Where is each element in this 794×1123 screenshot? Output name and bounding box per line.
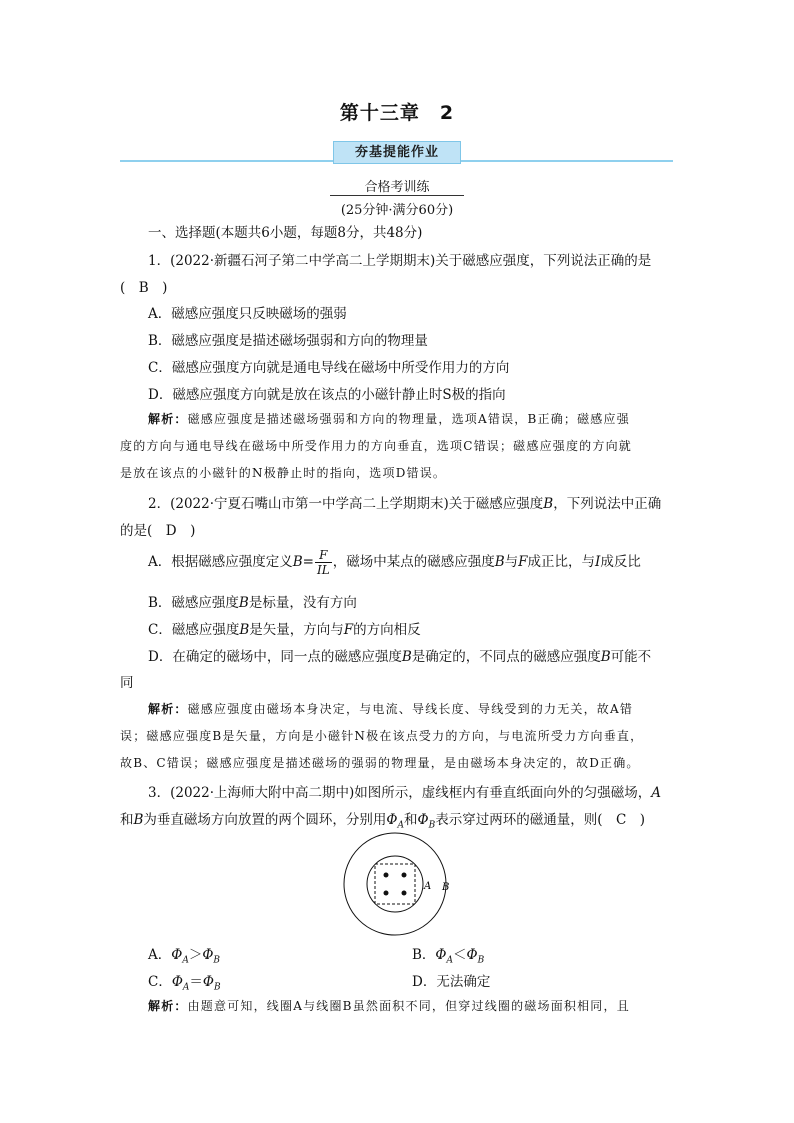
q2-option-b-text: B．磁感应强度 [148,595,239,611]
subscript-b: B [213,955,221,966]
phi-symbol: Φ [417,812,429,828]
formula-fraction [315,548,332,577]
relation: ＜ [453,947,467,963]
explanation-label: 解析： [148,702,188,716]
q2-explanation-line-3: 故B、C错误；磁感应强度是描述磁场的强弱的物理量，是由磁场本身决定的，故D正确。 [120,756,640,770]
q1-answer: ( B ) [120,280,168,296]
phi-symbol: Φ [435,947,447,963]
q3-stem-line-2 [120,808,645,831]
subscript-b: B [428,820,436,831]
field-region-box [375,864,415,904]
q1-explanation-line-2: 度的方向与通电导线在磁场中所受作用力的方向垂直，选项C错误；磁感应强度的方向就 [120,439,632,453]
q3-stem [148,781,661,801]
var-b: B [239,622,250,638]
var-b: B [494,554,505,570]
phi-symbol: Φ [171,974,183,990]
q2-stem-line-2: 的是( D ) [120,523,196,539]
q2-stem-part: 2．(2022·宁夏石嘴山市第一中学高二上学期期末)关于磁感应强度 [148,496,544,512]
formula-lhs: B= [292,554,314,570]
q1-explanation-line-3: 是放在该点的小磁针的N极静止时的指向，选项D错误。 [120,466,447,480]
q1-option-c: C．磁感应强度方向就是通电导线在磁场中所受作用力的方向 [148,360,510,376]
phi-symbol: Φ [386,812,398,828]
q2-stem-part: ，下列说法中正确 [553,496,662,512]
label-b: B [442,882,450,893]
field-dot [402,873,407,878]
explanation-label: 解析： [148,999,188,1013]
explanation-text: 磁感应强度是描述磁场强弱和方向的物理量，选项A错误，B正确；磁感应强 [187,412,630,426]
q2-option-d [148,645,651,665]
fraction-denominator: IL [316,563,330,577]
magnetic-field-diagram [340,832,460,938]
subscript-a: A [397,820,404,831]
field-dot [402,891,407,896]
q3-stem-part: 表示穿过两环的磁通量，则( C ) [435,812,646,828]
training-title-underline [330,195,464,196]
banner-label: 夯基提能作业 [333,141,461,164]
q2-option-c-text: 是矢量，方向与 [249,622,344,638]
relation: ＞ [188,947,203,963]
subscript-b: B [477,955,485,966]
field-dot [384,873,389,878]
q2-option-a-text: A．根据磁感应强度定义 [148,554,293,570]
q2-option-b-text: 是标量，没有方向 [248,595,357,611]
fraction-numerator: F [315,548,332,563]
var-i: I [595,554,601,570]
var-b: B [401,649,412,665]
phi-symbol: Φ [202,974,214,990]
phi-symbol: Φ [171,947,183,963]
q2-option-d-text: D．在确定的磁场中，同一点的磁感应强度 [148,649,402,665]
chapter-title: 第十三章 2 [339,102,455,124]
q3-stem-part: 3．(2022·上海师大附中高二期中)如图所示，虚线框内有垂直纸面向外的匀强磁场， [148,785,652,801]
var-f: F [518,554,528,570]
q1-option-d: D．磁感应强度方向就是放在该点的小磁针静止时S极的指向 [148,387,506,403]
label-a: A [424,881,432,892]
q2-option-b [148,591,357,611]
q3-option-a [148,943,220,966]
q2-option-c-text: C．磁感应强度 [148,622,240,638]
explanation-text: 由题意可知，线圈A与线圈B虽然面积不同，但穿过线圈的磁场面积相同，且 [187,999,630,1013]
q1-stem: 1．(2022·新疆石河子第二中学高二上学期期末)关于磁感应强度，下列说法正确的是 [148,253,652,269]
q2-explanation-line-1 [148,700,633,717]
phi-symbol: Φ [466,947,478,963]
explanation-label: 解析： [148,412,188,426]
subscript-b: B [214,982,221,993]
q2-explanation-line-2: 误；磁感应强度B是矢量，方向是小磁针N极在该点受力的方向，与电流所受力方向垂直， [120,729,644,743]
q1-option-b: B．磁感应强度是描述磁场强弱和方向的物理量 [148,333,428,349]
var-b: B [133,812,144,828]
phi-symbol: Φ [202,947,214,963]
q2-option-a-text: 与 [504,554,519,570]
q3-option-a-text: A． [148,947,172,963]
q2-option-c-text: 的方向相反 [353,622,421,638]
q3-stem-part: 为垂直磁场方向放置的两个圆环，分别用 [143,812,387,828]
q2-option-d-text: 是确定的，不同点的磁感应强度 [411,649,601,665]
var-b: B [543,496,554,512]
q2-option-d-line-2: 同 [120,675,134,691]
q2-option-a-text: 成正比，与 [527,554,595,570]
q2-option-d-text: 可能不 [610,649,652,665]
var-a: A [651,785,662,801]
var-b: B [238,595,249,611]
q3-option-d: D．无法确定 [412,974,491,990]
subscript-a: A [182,955,189,966]
q1-explanation-line-1 [148,410,630,427]
explanation-text: 磁感应强度由磁场本身决定，与电流、导线长度、导线受到的力无关，故A错 [187,702,634,716]
field-dot [384,891,389,896]
q2-option-a-text: ，磁场中某点的磁感应强度 [332,554,495,570]
section-heading: 一、选择题(本题共6小题，每题8分，共48分) [148,225,423,241]
q3-explanation-line-1 [148,997,630,1014]
q3-stem-part: 和 [120,812,134,828]
q1-option-a: A．磁感应强度只反映磁场的强弱 [148,306,347,322]
q2-option-a [148,548,641,577]
q3-option-b [412,943,484,966]
subscript-a: A [182,982,190,993]
q3-option-b-text: B． [412,947,436,963]
q2-stem [148,492,661,512]
relation: ＝ [189,974,203,990]
training-title: 合格考训练 [364,180,430,195]
q3-stem-part: 和 [404,812,418,828]
var-b: B [600,649,611,665]
var-f: F [343,622,354,638]
q2-option-c [148,618,421,638]
subscript-a: A [446,955,453,966]
q2-option-a-text: 成反比 [600,554,641,570]
training-note: (25分钟·满分60分) [340,203,454,218]
q3-option-c-text: C． [148,974,172,990]
q3-option-c [148,970,221,993]
